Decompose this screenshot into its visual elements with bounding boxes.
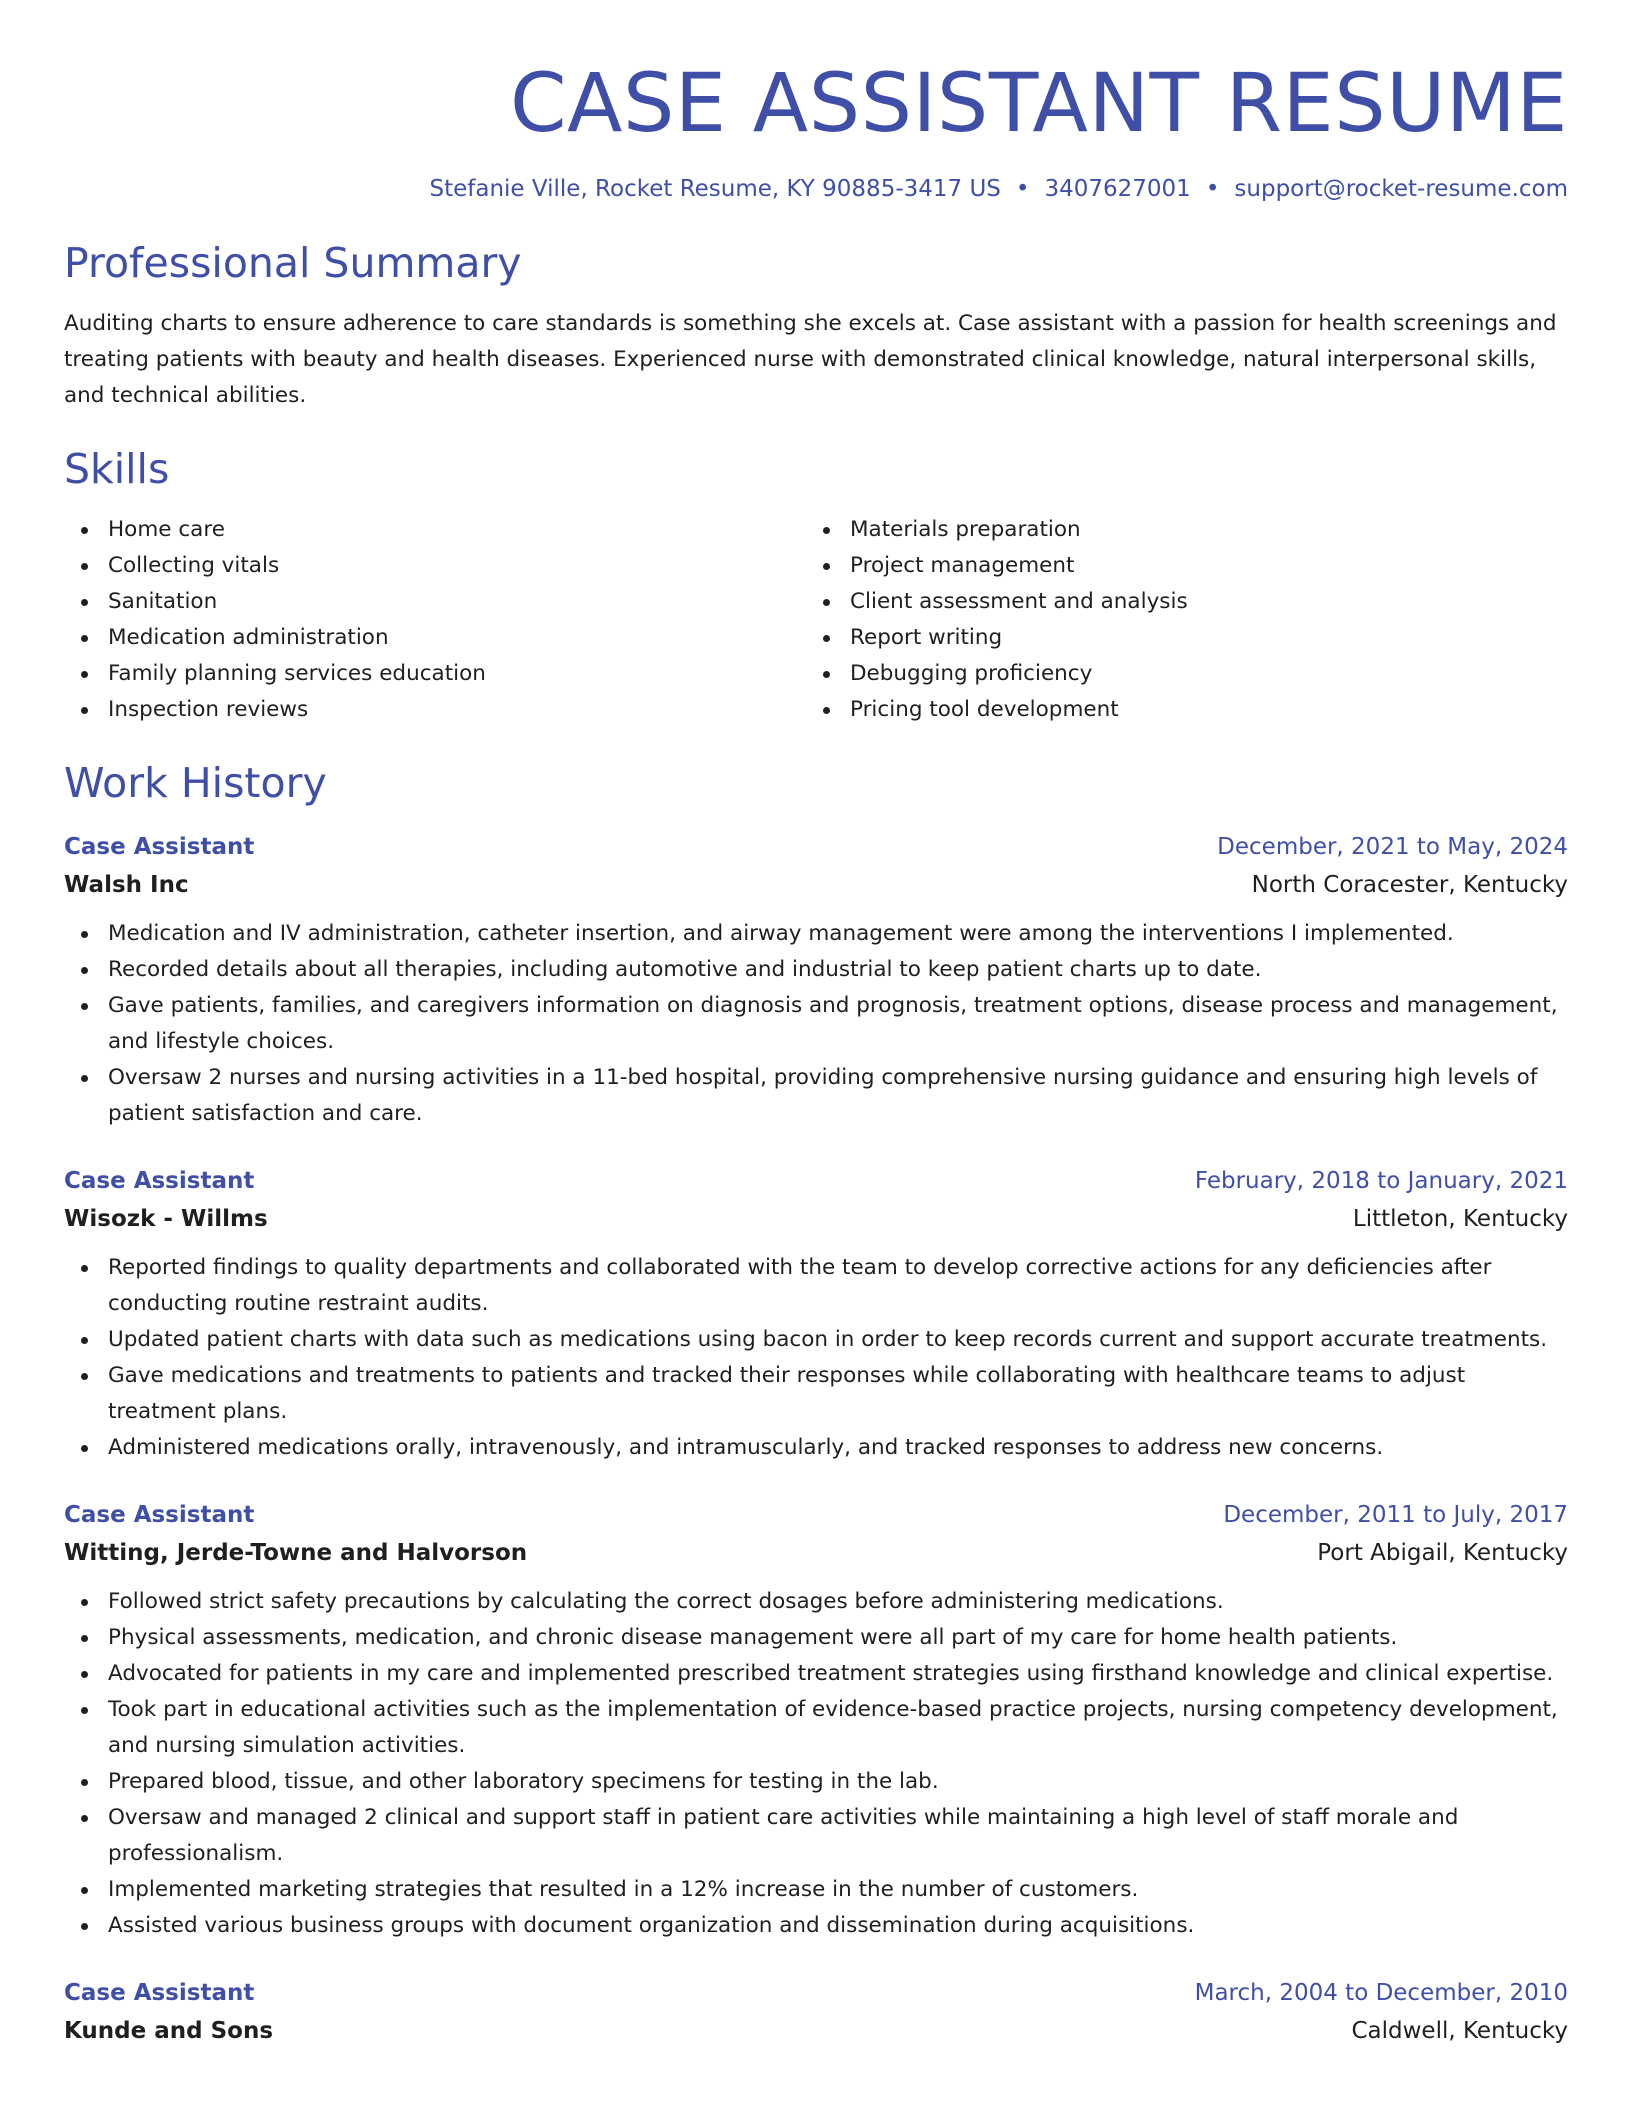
skill-item: Sanitation bbox=[64, 584, 806, 620]
job-entry bbox=[64, 1162, 1568, 1466]
skill-item: Debugging proficiency bbox=[806, 656, 1548, 692]
job-bullet: Followed strict safety precautions by calculating the correct dosages before administering medications. bbox=[64, 1584, 1568, 1620]
skills-heading: Skills bbox=[64, 445, 170, 493]
job-bullet: Prepared blood, tissue, and other laboratory specimens for testing in the lab. bbox=[64, 1764, 1568, 1800]
job-company: Walsh Inc bbox=[64, 872, 189, 898]
job-company-row bbox=[64, 1534, 1568, 1572]
job-bullet: Oversaw and managed 2 clinical and support staff in patient care activities while maintaining a high level of staff morale and professionalism. bbox=[64, 1800, 1568, 1872]
job-company: Kunde and Sons bbox=[64, 2018, 274, 2044]
job-dates: February, 2018 to January, 2021 bbox=[1194, 1168, 1568, 1194]
job-bullet: Recorded details about all therapies, including automotive and industrial to keep patient charts up to date. bbox=[64, 952, 1568, 988]
job-header-row bbox=[64, 828, 1568, 866]
job-bullet: Administered medications orally, intravenously, and intramuscularly, and tracked responses to address new concerns. bbox=[64, 1430, 1568, 1466]
job-header-row bbox=[64, 1974, 1568, 2012]
job-dates: March, 2004 to December, 2010 bbox=[1194, 1980, 1568, 2006]
contact-line bbox=[64, 172, 1568, 206]
job-entry bbox=[64, 1974, 1568, 2050]
contact-phone: 3407627001 bbox=[1044, 176, 1191, 202]
skills-column-left bbox=[64, 512, 806, 728]
job-bullet: Implemented marketing strategies that resulted in a 12% increase in the number of customers. bbox=[64, 1872, 1568, 1908]
work-history-heading: Work History bbox=[64, 759, 327, 807]
job-entry bbox=[64, 1496, 1568, 1944]
job-bullet: Medication and IV administration, catheter insertion, and airway management were among the interventions I implemented. bbox=[64, 916, 1568, 952]
skill-item: Inspection reviews bbox=[64, 692, 806, 728]
job-header-row bbox=[64, 1162, 1568, 1200]
skill-item: Medication administration bbox=[64, 620, 806, 656]
job-bullet: Advocated for patients in my care and implemented prescribed treatment strategies using firsthand knowledge and clinical expertise. bbox=[64, 1656, 1568, 1692]
job-company-row bbox=[64, 2012, 1568, 2050]
skill-item: Report writing bbox=[806, 620, 1548, 656]
summary-text: Auditing charts to ensure adherence to care standards is something she excels at. Case assistant with a passion for health screenings and treating patients with beauty and health diseases. Experienced nurse with demonstrated clinical knowledge, natural interpersonal skills, and technical abilities. bbox=[64, 311, 1557, 408]
job-title: Case Assistant bbox=[64, 1168, 255, 1194]
job-bullets bbox=[64, 1584, 1568, 1944]
skill-item: Pricing tool development bbox=[806, 692, 1548, 728]
job-title: Case Assistant bbox=[64, 1980, 255, 2006]
skills-column-right bbox=[806, 512, 1548, 728]
job-company-row bbox=[64, 866, 1568, 904]
skill-item: Family planning services education bbox=[64, 656, 806, 692]
job-dates: December, 2021 to May, 2024 bbox=[1217, 834, 1568, 860]
job-bullet: Assisted various business groups with document organization and dissemination during acquisitions. bbox=[64, 1908, 1568, 1944]
job-bullet: Gave medications and treatments to patients and tracked their responses while collaborating with healthcare teams to adjust treatment plans. bbox=[64, 1358, 1568, 1430]
skills-grid bbox=[64, 512, 1568, 728]
skill-item: Client assessment and analysis bbox=[806, 584, 1548, 620]
job-bullets bbox=[64, 1250, 1568, 1466]
skill-item: Home care bbox=[64, 512, 806, 548]
job-bullets bbox=[64, 916, 1568, 1132]
job-location: Littleton, Kentucky bbox=[1352, 1206, 1568, 1232]
contact-separator: • bbox=[1205, 176, 1220, 202]
job-bullet: Physical assessments, medication, and chronic disease management were all part of my care for home health patients. bbox=[64, 1620, 1568, 1656]
job-location: Port Abigail, Kentucky bbox=[1317, 1540, 1568, 1566]
job-title: Case Assistant bbox=[64, 1502, 255, 1528]
job-company: Wisozk - Willms bbox=[64, 1206, 268, 1232]
job-location: Caldwell, Kentucky bbox=[1351, 2018, 1568, 2044]
job-title: Case Assistant bbox=[64, 834, 255, 860]
job-bullet: Gave patients, families, and caregivers information on diagnosis and prognosis, treatment options, disease process and management, and lifestyle choices. bbox=[64, 988, 1568, 1060]
job-bullet: Reported findings to quality departments and collaborated with the team to develop corrective actions for any deficiencies after conducting routine restraint audits. bbox=[64, 1250, 1568, 1322]
job-entry bbox=[64, 828, 1568, 1132]
job-location: North Coracester, Kentucky bbox=[1251, 872, 1568, 898]
resume-title: CASE ASSISTANT RESUME bbox=[509, 57, 1568, 151]
job-bullet: Updated patient charts with data such as medications using bacon in order to keep records current and support accurate treatments. bbox=[64, 1322, 1568, 1358]
skill-item: Project management bbox=[806, 548, 1548, 584]
contact-email: support@rocket-resume.com bbox=[1234, 176, 1568, 202]
contact-separator: • bbox=[1015, 176, 1030, 202]
job-company: Witting, Jerde-Towne and Halvorson bbox=[64, 1540, 528, 1566]
job-header-row bbox=[64, 1496, 1568, 1534]
job-bullet: Took part in educational activities such as the implementation of evidence-based practice projects, nursing competency development, and nursing simulation activities. bbox=[64, 1692, 1568, 1764]
job-bullet: Oversaw 2 nurses and nursing activities in a 11-bed hospital, providing comprehensive nursing guidance and ensuring high levels of patient satisfaction and care. bbox=[64, 1060, 1568, 1132]
job-dates: December, 2011 to July, 2017 bbox=[1223, 1502, 1568, 1528]
job-company-row bbox=[64, 1200, 1568, 1238]
summary-heading: Professional Summary bbox=[64, 239, 522, 287]
contact-address: Stefanie Ville, Rocket Resume, KY 90885-3417 US bbox=[429, 176, 1001, 202]
skill-item: Collecting vitals bbox=[64, 548, 806, 584]
skill-item: Materials preparation bbox=[806, 512, 1548, 548]
